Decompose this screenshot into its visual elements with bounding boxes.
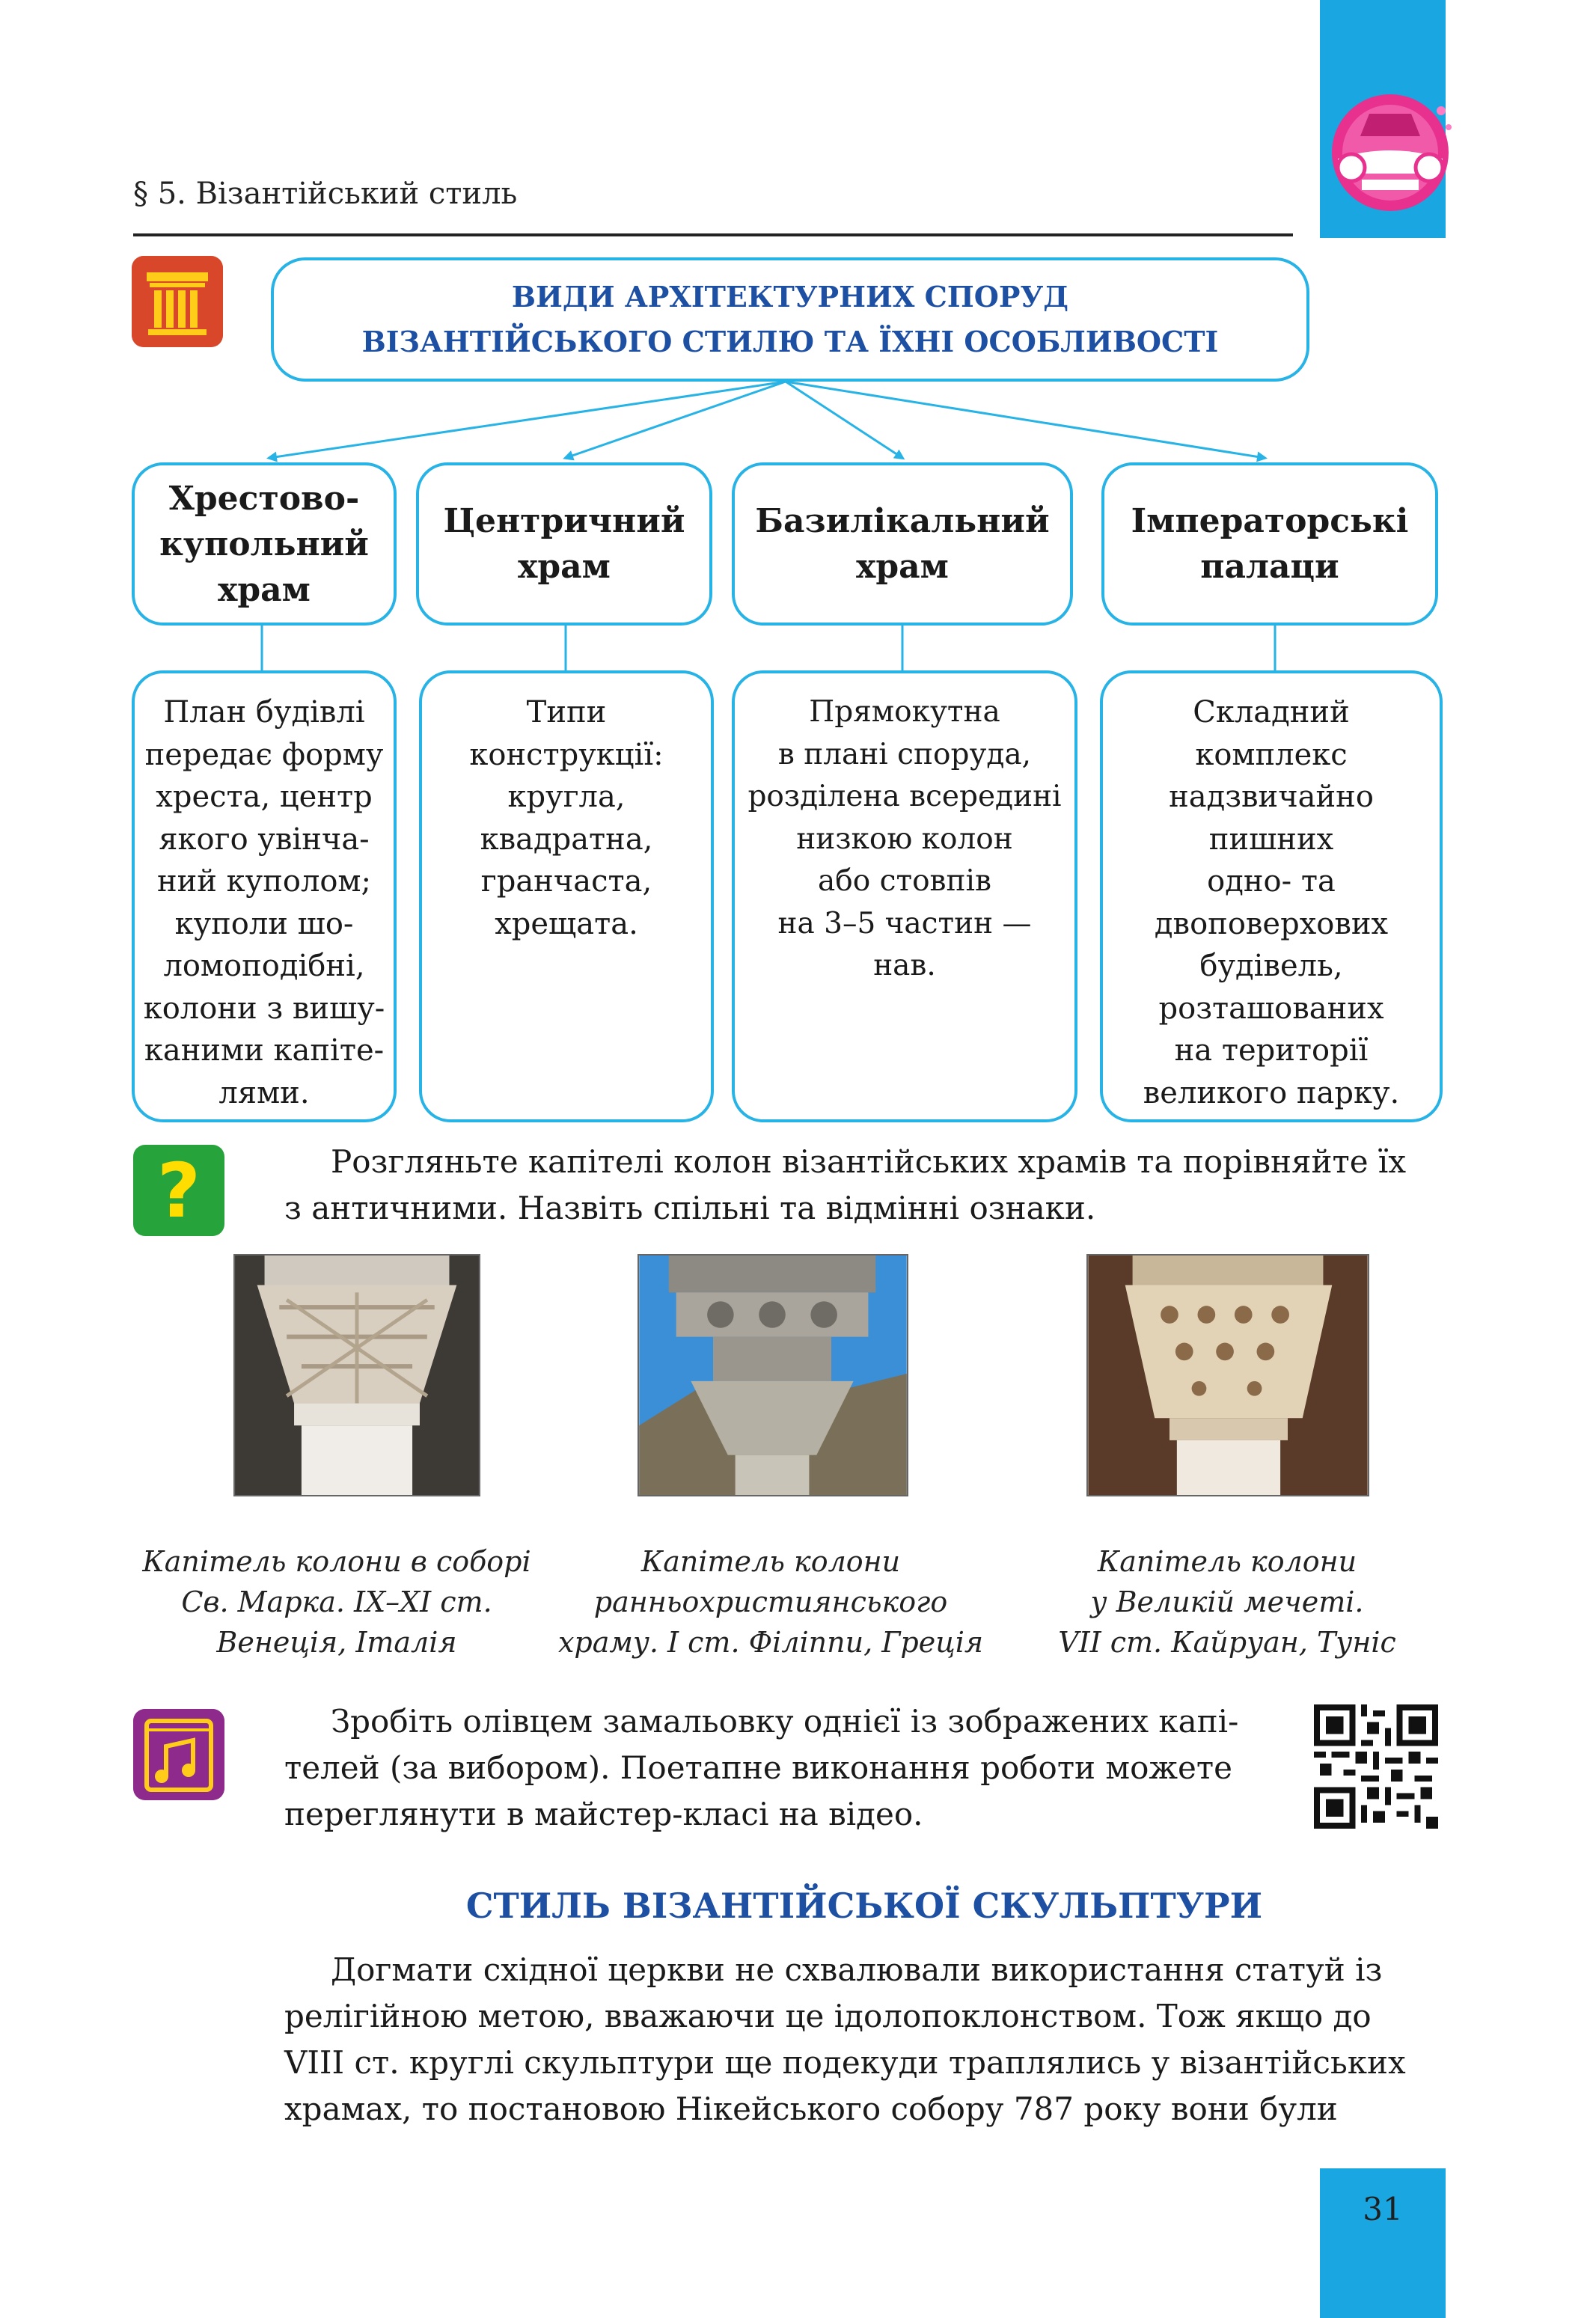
photo-caption (539, 1541, 1003, 1663)
ionic-capital-emblem-icon (1315, 84, 1455, 226)
type-label-line: Імператорські (1131, 502, 1409, 540)
desc-line: будівель, (1199, 949, 1343, 983)
desc-line: колони з вишу- (143, 991, 385, 1026)
desc-line: комплекс (1195, 737, 1348, 772)
desc-line: ломоподібні, (163, 949, 365, 983)
type-label-line: Центричний (443, 502, 685, 540)
type-box-cross-domed (132, 462, 397, 626)
type-label-line: храм (856, 548, 949, 586)
question-mark-icon: ? (133, 1145, 224, 1236)
page-number: 31 (1363, 2191, 1403, 2227)
desc-line: гранчаста, (480, 864, 652, 899)
capital-photo-kairouan (1086, 1254, 1369, 1496)
capital-photo-venice (233, 1254, 480, 1496)
photo-caption (1018, 1541, 1437, 1663)
question-line: з античними. Назвіть спільні та відмінні ознаки. (284, 1190, 1096, 1226)
question-text (284, 1139, 1443, 1232)
caption-line: Капітель колони (640, 1545, 901, 1578)
type-label-line: Хрестово- (168, 479, 360, 518)
photo-caption (127, 1541, 546, 1663)
desc-box-centric (419, 670, 714, 1122)
desc-line: якого увінча- (159, 822, 370, 857)
header-divider (133, 233, 1293, 236)
desc-line: в плані споруда, (777, 737, 1032, 771)
section-title: СТИЛЬ ВІЗАНТІЙСЬКОЇ СКУЛЬПТУРИ (465, 1886, 1263, 1926)
desc-line: кругла, (507, 780, 626, 814)
question-line: Розгляньте капітелі колон візантійських храмів та порівняйте їх (331, 1143, 1407, 1180)
desc-line: куполи шо- (174, 906, 354, 941)
body-paragraph (284, 1947, 1444, 2132)
desc-line: розділена всередині (747, 780, 1062, 813)
desc-line: великого парку. (1143, 1075, 1400, 1110)
desc-line: ний куполом; (156, 864, 372, 899)
desc-line: Прямокутна (809, 695, 1000, 729)
type-label-line: храм (218, 570, 311, 609)
task-line: переглянути в майстер-класі на відео. (284, 1796, 923, 1832)
desc-box-basilica (732, 670, 1077, 1122)
caption-line: Капітель колони (1097, 1545, 1357, 1578)
caption-line: Венеція, Італія (216, 1626, 457, 1659)
caption-line: VII ст. Кайруан, Туніс (1058, 1626, 1396, 1659)
type-label-line: храм (518, 548, 611, 586)
desc-line: конструкції: (469, 737, 664, 772)
caption-line: у Великій мечеті. (1090, 1585, 1364, 1618)
desc-line: одно- та (1207, 864, 1336, 899)
body-line: релігійною метою, вважаючи це ідолопоклонством. Тож якщо до (284, 1998, 1372, 2034)
qr-code-icon[interactable] (1314, 1704, 1438, 1829)
diagram-title-line: ВІЗАНТІЙСЬКОГО СТИЛЮ ТА ЇХНІ ОСОБЛИВОСТІ (361, 325, 1219, 358)
type-label-line: Базилікальний (755, 502, 1050, 540)
body-line: храмах, то постановою Нікейського собору 787 року вони були (284, 2091, 1338, 2127)
caption-line: ранньохристиянського (593, 1585, 948, 1618)
type-label-line: палаци (1200, 548, 1339, 586)
type-box-basilica (732, 462, 1073, 626)
column-icon (132, 256, 223, 347)
desc-line: хреста, центр (156, 780, 373, 814)
desc-line: План будівлі (163, 695, 365, 730)
caption-line: храму. I ст. Філіппи, Греція (557, 1626, 984, 1659)
desc-line: на території (1174, 1033, 1369, 1068)
type-label-line: купольний (159, 525, 369, 563)
desc-line: на 3–5 частин — (777, 906, 1032, 941)
desc-line: квадратна, (480, 822, 653, 857)
desc-line: хрещата. (495, 906, 638, 941)
task-line: Зробіть олівцем замальовку однієї із зображених капі- (331, 1703, 1239, 1740)
desc-line: розташованих (1158, 991, 1384, 1026)
desc-line: або стовпів (818, 864, 991, 898)
task-line: телей (за вибором). Поетапне виконання роботи можете (284, 1749, 1232, 1786)
caption-line: Капітель колони в соборі (142, 1545, 531, 1578)
capital-photo-philippi (638, 1254, 908, 1496)
desc-line: передає форму (144, 737, 384, 772)
desc-line: Складний (1193, 695, 1350, 730)
body-line: Догмати східної церкви не схвалювали використання статуй із (331, 1951, 1383, 1988)
desc-line: надзвичайно (1169, 780, 1374, 814)
desc-line: каними капіте- (144, 1033, 385, 1068)
type-box-centric (416, 462, 712, 626)
desc-line: двоповерхових (1154, 906, 1389, 941)
body-line: VIII ст. круглі скульптури ще подекуди траплялись у візантійських (284, 2044, 1406, 2081)
section-header: § 5. Візантійський стиль (133, 177, 518, 211)
type-box-imperial-palaces (1101, 462, 1438, 626)
music-notes-icon (133, 1709, 224, 1800)
desc-line: низкою колон (796, 822, 1013, 856)
task-text (284, 1698, 1279, 1838)
caption-line: Св. Марка. IX–XI ст. (181, 1585, 492, 1618)
diagram-title-box (271, 257, 1309, 382)
desc-line: Типи (526, 695, 607, 730)
desc-line: пишних (1208, 822, 1334, 857)
desc-box-cross-domed (132, 670, 397, 1122)
desc-box-imperial-palaces (1100, 670, 1443, 1122)
diagram-title-line: ВИДИ АРХІТЕКТУРНИХ СПОРУД (511, 280, 1069, 314)
desc-line: лями. (218, 1075, 310, 1110)
desc-line: нав. (873, 949, 936, 982)
